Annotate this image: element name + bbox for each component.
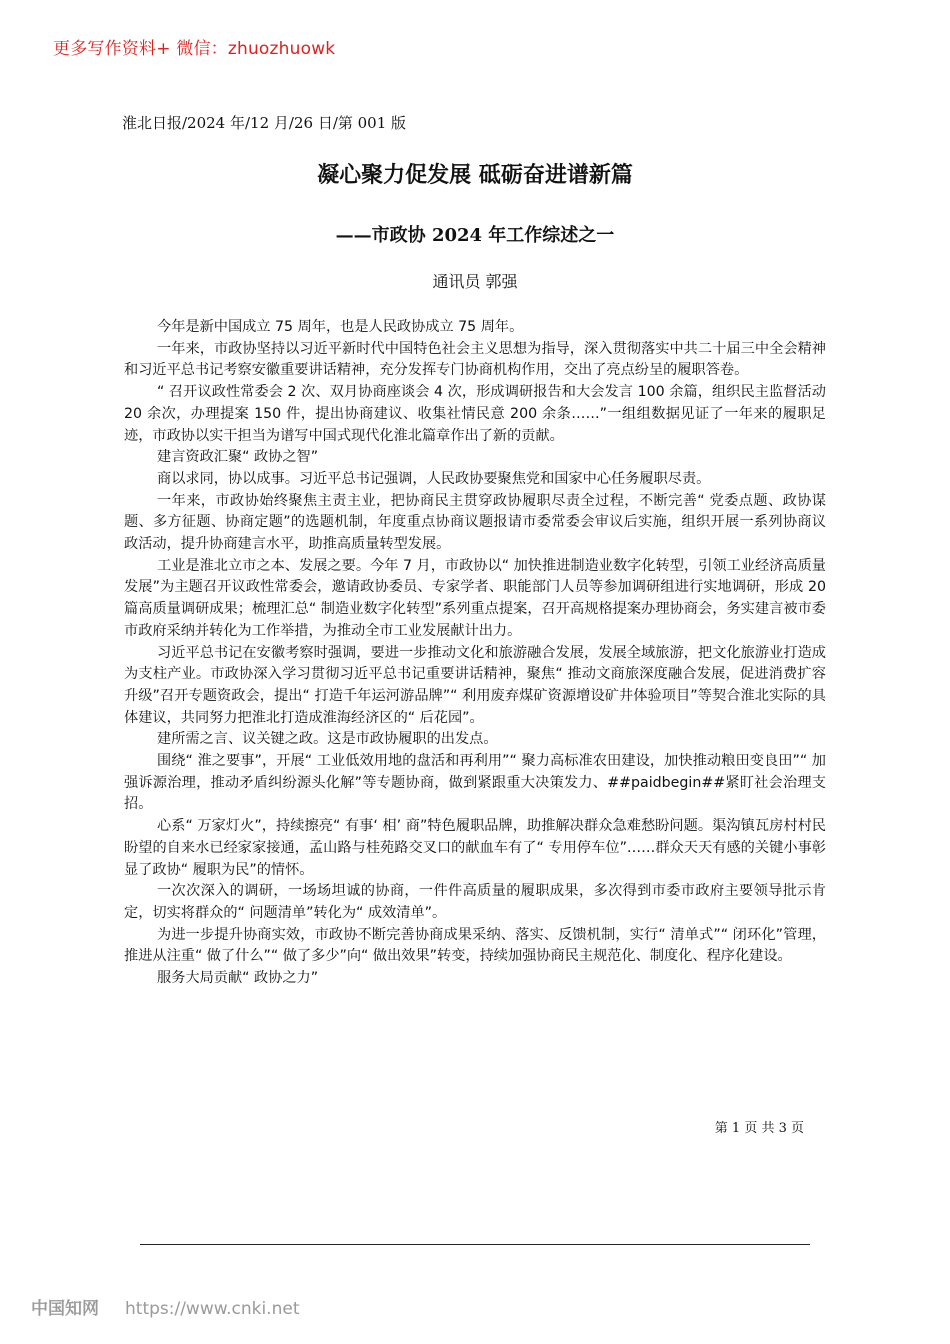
- paragraph: “ 召开议政性常委会 2 次、双月协商座谈会 4 次，形成调研报告和大会发言 100 余篇，组织民主监督活动 20 余次，办理提案 150 件，提出协商建议、收集社情民意 200 余条……”一组组数据见证了一年来的履职足迹，市政协以实干担当为谱写中国式现代化淮北篇章作出了新的贡献。: [124, 384, 826, 444]
- cnki-logo: 中国知网: [31, 1299, 99, 1319]
- article-body: [124, 317, 826, 990]
- paragraph: 围绕“ 淮之要事”，开展“ 工业低效用地的盘活和再利用”“ 聚力高标准农田建设，加快推动粮田变良田”“ 加强诉源治理，推动矛盾纠纷源头化解”等专题协商，做到紧跟重大决策发力、##paidbegin##紧盯社会治理支招。: [124, 753, 826, 813]
- page-number: 第 1 页 共 3 页: [714, 1121, 804, 1136]
- footer-url[interactable]: https://www.cnki.net: [125, 1299, 300, 1319]
- article-subtitle: ——市政协 2024 年工作综述之一: [335, 225, 615, 246]
- paragraph: 商以求同，协以成事。习近平总书记强调，人民政协要聚焦党和国家中心任务履职尽责。: [157, 470, 711, 487]
- source-line: 淮北日报/2024 年/12 月/26 日/第 001 版: [122, 114, 407, 132]
- paragraph: 一年来，市政协坚持以习近平新时代中国特色社会主义思想为指导，深入贯彻落实中共二十届三中全会精神和习近平总书记考察安徽重要讲话精神，充分发挥专门协商机构作用，交出了亮点纷呈的履职答卷。: [124, 340, 826, 379]
- footer: [31, 1294, 299, 1319]
- section-heading: 建言资政汇聚“ 政协之智”: [157, 449, 319, 466]
- byline: 通讯员 郭强: [432, 272, 518, 291]
- paragraph: 一年来，市政协始终聚焦主责主业，把协商民主贯穿政协履职尽责全过程，不断完善“ 党委点题、政协谋题、多方征题、协商定题”的选题机制，年度重点协商议题报请市委常委会审议后实施，组织开展一系列协商议政活动，提升协商建言水平，助推高质量转型发展。: [124, 492, 826, 553]
- paragraph: 建所需之言、议关键之政。这是市政协履职的出发点。: [157, 731, 498, 748]
- paragraph: 心系“ 万家灯火”，持续擦亮“ 有事‘ 相’ 商”特色履职品牌，助推解决群众急难愁盼问题。渠沟镇瓦房村村民盼望的自来水已经家家接通，孟山路与桂苑路交叉口的献血车有了“ 专用停车位”……群众天天有感的关键小事彰显了政协“ 履职为民”的情怀。: [124, 818, 826, 878]
- paragraph: 习近平总书记在安徽考察时强调，要进一步推动文化和旅游融合发展，发展全域旅游，把文化旅游业打造成为支柱产业。市政协深入学习贯彻习近平总书记重要讲话精神，聚焦“ 推动文商旅深度融合发展，促进消费扩容升级”召开专题资政会，提出“ 打造千年运河游品牌”“ 利用废弃煤矿资源增设矿井体验项目”等契合淮北实际的具体建议，共同努力把淮北打造成淮海经济区的“ 后花园”。: [124, 644, 826, 726]
- article-title: 凝心聚力促发展 砥砺奋进谱新篇: [317, 162, 633, 188]
- footer-divider: [140, 1244, 810, 1245]
- paragraph: 今年是新中国成立 75 周年，也是人民政协成立 75 周年。: [157, 319, 524, 335]
- paragraph: 一次次深入的调研，一场场坦诚的协商，一件件高质量的履职成果，多次得到市委市政府主要领导批示肯定，切实将群众的“ 问题清单”转化为“ 成效清单”。: [124, 883, 826, 921]
- paragraph: 工业是淮北立市之本、发展之要。今年 7 月，市政协以“ 加快推进制造业数字化转型，引领工业经济高质量发展”为主题召开议政性常委会，邀请政协委员、专家学者、职能部门人员等参加调研组进行实地调研，形成 20 篇高质量调研成果；梳理汇总“ 制造业数字化转型”系列重点提案，召开高规格提案办理协商会，务实建言被市委市政府采纳并转化为工作举措，为推动全市工业发展献计出力。: [124, 557, 826, 639]
- paragraph: 为进一步提升协商实效，市政协不断完善协商成果采纳、落实、反馈机制，实行“ 清单式”“ 闭环化”管理，推进从注重“ 做了什么”“ 做了多少”向“ 做出效果”转变，持续加强协商民主规范化、制度化、程序化建设。: [124, 926, 826, 965]
- section-heading: 服务大局贡献“ 政协之力”: [157, 970, 319, 987]
- promo-banner: 更多写作资料+ 微信：zhuozhuowk: [53, 39, 336, 59]
